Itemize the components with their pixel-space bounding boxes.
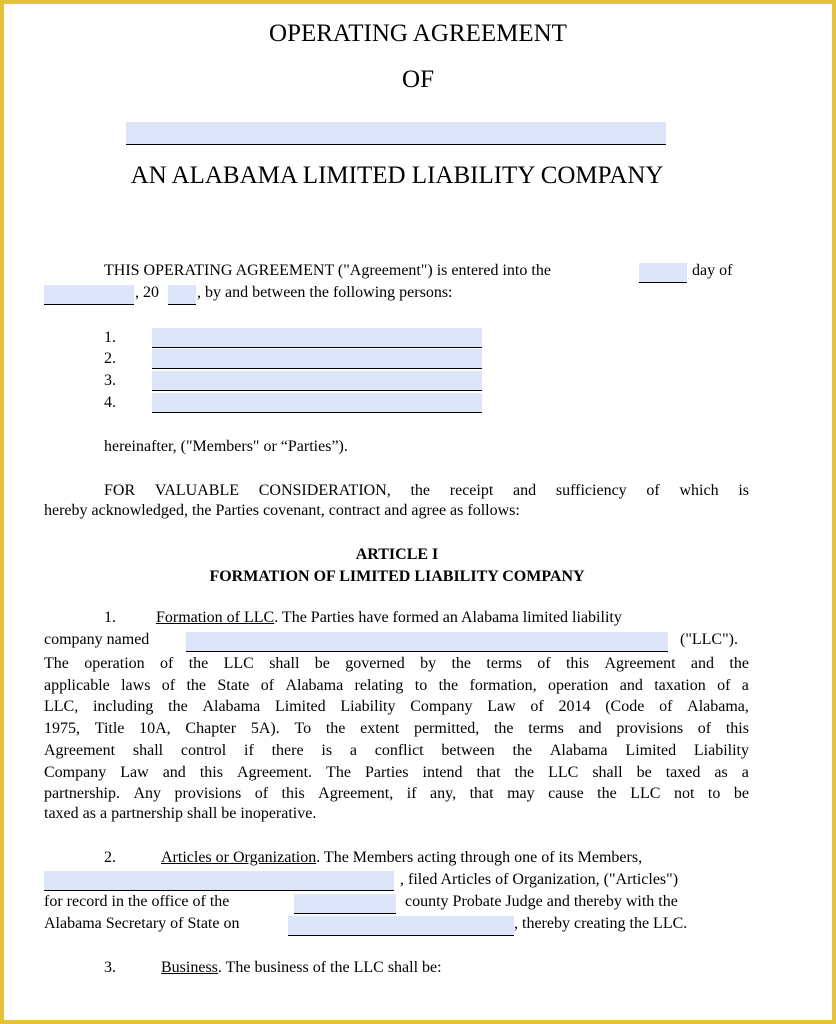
- body-word: of: [160, 655, 174, 672]
- member-1-field[interactable]: [152, 328, 482, 348]
- body-word: terms: [486, 655, 522, 672]
- section-2-heading: [161, 849, 642, 867]
- body-word: Company: [44, 763, 107, 781]
- section-2-line-4b: , thereby creating the LLC.: [514, 915, 688, 932]
- filing-date-field[interactable]: [288, 916, 514, 936]
- body-word: this: [199, 763, 223, 781]
- body-word: and: [690, 655, 715, 672]
- body-word: Title: [94, 720, 125, 738]
- section-1-body-line: [44, 783, 749, 805]
- body-word: LLC,: [44, 698, 79, 716]
- body-word: of: [260, 676, 275, 694]
- body-word: the: [512, 741, 533, 759]
- section-1-company-named: company named: [44, 631, 150, 648]
- body-word: to: [707, 785, 721, 803]
- section-2-line-2: , filed Articles of Organization, ("Articles"): [400, 871, 679, 888]
- member-number-3: 3.: [104, 372, 116, 389]
- body-word: the: [188, 655, 209, 672]
- body-word: Chapter: [185, 720, 237, 738]
- consideration-word: and: [513, 482, 537, 499]
- consideration-word: the: [410, 482, 431, 499]
- body-word: this: [281, 785, 305, 803]
- body-word: intend: [422, 763, 463, 781]
- body-word: Liability: [340, 698, 396, 716]
- body-word: Agreement: [604, 655, 676, 672]
- body-word: of: [697, 720, 712, 738]
- body-word: State: [217, 676, 250, 694]
- body-word: taxation: [654, 676, 706, 694]
- body-word: not: [673, 785, 695, 803]
- section-1-number: 1.: [104, 609, 116, 626]
- body-word: terms: [528, 720, 564, 738]
- document-subtitle: AN ALABAMA LIMITED LIABILITY COMPANY: [130, 162, 664, 189]
- body-word: the: [514, 763, 535, 781]
- body-word: provisions: [174, 785, 242, 803]
- body-word: including: [92, 698, 154, 716]
- body-word: Alabama: [202, 698, 261, 716]
- body-word: the: [438, 676, 459, 694]
- section-1-body-line: [44, 718, 749, 740]
- section-2-line-1: . The Members acting through one of its Members,: [316, 849, 643, 866]
- body-word: of: [530, 698, 544, 716]
- section-1-line-1: . The Parties have formed an Alabama limited liability: [274, 609, 622, 626]
- consideration-word: which: [679, 482, 719, 499]
- body-word: and: [619, 676, 643, 694]
- consideration-word: of: [646, 482, 660, 499]
- body-word: Parties: [364, 763, 409, 781]
- body-word: this: [725, 720, 749, 738]
- body-word: to: [414, 676, 428, 694]
- section-1-body-line: [44, 696, 749, 718]
- intro-text-1: THIS OPERATING AGREEMENT ("Agreement") is entered into the: [104, 262, 551, 279]
- body-word: of: [537, 655, 551, 672]
- article-heading: ARTICLE I: [355, 546, 439, 563]
- section-1-title: Formation of LLC: [156, 609, 275, 626]
- body-word: Agreement,: [318, 785, 394, 803]
- body-word: taxed: [665, 763, 701, 781]
- member-number-1: 1.: [104, 329, 116, 346]
- body-word: the: [451, 655, 472, 672]
- body-word: Limited: [274, 698, 326, 716]
- section-1-body-line: [44, 740, 749, 762]
- body-word: if: [406, 785, 417, 803]
- body-word: 1975,: [44, 720, 80, 738]
- section-2-line-4a: Alabama Secretary of State on: [44, 915, 240, 932]
- consideration-word: receipt: [449, 482, 494, 499]
- body-word: To: [294, 720, 312, 738]
- body-word: formation,: [469, 676, 537, 694]
- member-3-field[interactable]: [152, 371, 482, 391]
- body-word: Limited: [625, 741, 677, 759]
- body-word: is: [321, 741, 333, 759]
- intro-text-3: , 20: [135, 284, 159, 301]
- section-3-heading: [161, 959, 442, 977]
- body-word: the: [493, 720, 514, 738]
- body-word: governed: [345, 655, 405, 672]
- body-word: conflict: [374, 741, 424, 759]
- body-word: if: [244, 741, 254, 759]
- month-field[interactable]: [44, 285, 134, 305]
- section-1-llc-label: ("LLC").: [680, 631, 738, 648]
- body-word: Agreement: [44, 741, 116, 759]
- section-3-number: 3.: [104, 959, 116, 976]
- consideration-line-2: hereby acknowledged, the Parties covenant, contract and agree as follows:: [44, 502, 520, 519]
- consideration-line-1: [104, 480, 749, 502]
- member-number-4: 4.: [104, 394, 116, 411]
- document-title-of: OF: [402, 66, 434, 93]
- body-word: of: [161, 676, 176, 694]
- member-agent-field[interactable]: [44, 871, 394, 891]
- section-2-line-3a: for record in the office of the: [44, 893, 230, 910]
- body-word: provisions: [616, 720, 684, 738]
- member-2-field[interactable]: [152, 349, 482, 369]
- section-1-heading: [156, 609, 622, 627]
- body-word: Alabama,: [687, 698, 749, 716]
- year-field[interactable]: [168, 285, 196, 305]
- section-3-text: . The business of the LLC shall be:: [217, 959, 442, 976]
- body-word: by: [420, 655, 437, 672]
- body-word: 10A,: [139, 720, 171, 738]
- section-2-title: Articles or Organization: [161, 849, 317, 866]
- body-word: the: [325, 720, 346, 738]
- body-word: Any: [133, 785, 162, 803]
- body-word: Law: [487, 698, 516, 716]
- body-word: that: [476, 763, 501, 781]
- article-subheading: FORMATION OF LIMITED LIABILITY COMPANY: [209, 568, 585, 585]
- section-1-body-line: [44, 675, 749, 697]
- body-word: a: [741, 676, 749, 694]
- body-word: this: [565, 655, 590, 672]
- body-word: be: [636, 763, 652, 781]
- body-word: LLC: [223, 655, 254, 672]
- body-word: of: [254, 785, 269, 803]
- section-1-body-line: [44, 653, 749, 675]
- body-word: a: [349, 741, 357, 759]
- county-field[interactable]: [294, 894, 396, 914]
- body-word: the: [597, 785, 617, 803]
- section-2-line-3b: county Probate Judge and thereby with the: [405, 893, 678, 910]
- day-field[interactable]: [639, 263, 687, 283]
- intro-text-2: day of: [692, 262, 733, 279]
- hereinafter-text: hereinafter, ("Members" or “Parties”).: [104, 438, 348, 455]
- body-word: there: [271, 741, 304, 759]
- body-word: shall: [269, 655, 300, 672]
- body-word: extent: [360, 720, 400, 738]
- body-word: partnership.: [44, 785, 120, 803]
- section-2-number: 2.: [104, 849, 116, 866]
- member-4-field[interactable]: [152, 393, 482, 413]
- body-word: of: [659, 698, 673, 716]
- intro-text-4: , by and between the following persons:: [197, 284, 453, 301]
- body-word: cause: [548, 785, 584, 803]
- body-word: The: [326, 763, 351, 781]
- body-word: the: [186, 676, 207, 694]
- member-number-2: 2.: [104, 350, 116, 367]
- body-word: LLC: [630, 785, 661, 803]
- body-word: Alabama: [549, 741, 608, 759]
- body-word: as: [714, 763, 728, 781]
- body-word: and: [162, 763, 186, 781]
- body-word: operation: [547, 676, 609, 694]
- consideration-word: VALUABLE: [154, 482, 240, 499]
- section-1-body-line: [44, 762, 749, 784]
- body-word: Alabama: [285, 676, 344, 694]
- body-word: shall: [132, 741, 164, 759]
- body-word: laws: [121, 676, 151, 694]
- body-word: The: [44, 655, 69, 672]
- body-word: any,: [430, 785, 457, 803]
- body-word: (Code: [605, 698, 645, 716]
- body-word: Agreement.: [236, 763, 313, 781]
- body-word: may: [507, 785, 535, 803]
- body-word: be: [733, 785, 749, 803]
- body-word: a: [741, 763, 749, 781]
- company-name-field[interactable]: [126, 122, 666, 145]
- body-word: permitted,: [413, 720, 480, 738]
- body-word: that: [469, 785, 494, 803]
- consideration-word: FOR: [104, 482, 136, 499]
- body-word: Liability: [693, 741, 749, 759]
- body-word: applicable: [44, 676, 110, 694]
- body-word: between: [441, 741, 495, 759]
- body-word: operation: [84, 655, 145, 672]
- body-word: relating: [354, 676, 404, 694]
- body-word: 2014: [558, 698, 591, 716]
- body-word: LLC: [548, 763, 579, 781]
- llc-name-field[interactable]: [186, 632, 668, 652]
- body-word: be: [314, 655, 330, 672]
- body-word: the: [168, 698, 188, 716]
- body-word: Law: [120, 763, 149, 781]
- consideration-word: is: [738, 482, 749, 499]
- body-word: Company: [410, 698, 473, 716]
- body-word: shall: [592, 763, 623, 781]
- body-word: and: [578, 720, 602, 738]
- body-word: 5A).: [250, 720, 280, 738]
- body-word: the: [729, 655, 749, 672]
- consideration-word: CONSIDERATION,: [258, 482, 391, 499]
- body-word: control: [180, 741, 227, 759]
- consideration-word: sufficiency: [555, 482, 627, 499]
- document-title: OPERATING AGREEMENT: [269, 20, 567, 47]
- section-3-title: Business: [161, 959, 218, 976]
- body-word: of: [717, 676, 731, 694]
- section-1-last-line: taxed as a partnership shall be inoperative.: [44, 805, 317, 822]
